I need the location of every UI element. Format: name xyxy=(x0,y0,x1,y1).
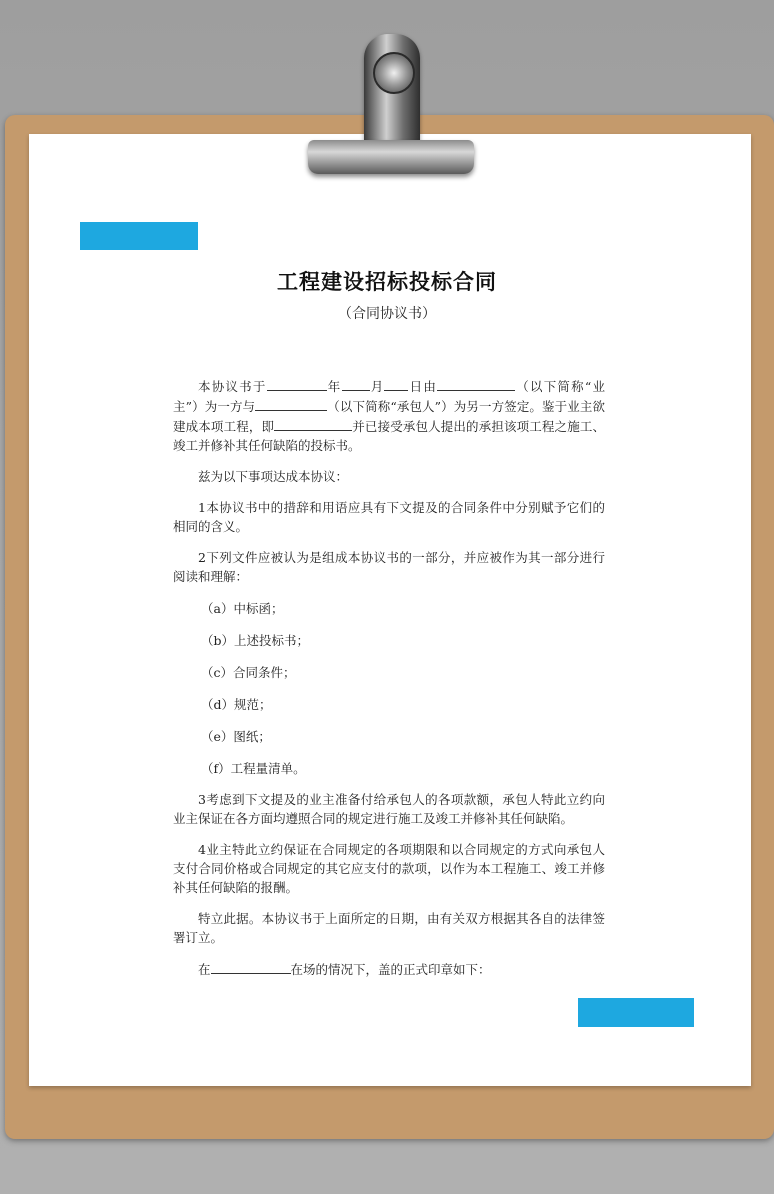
blank-line xyxy=(211,959,291,974)
list-item: （f）工程量清单。 xyxy=(201,761,306,776)
paragraph-intro: 本协议书于 年 月 日由 （以下简称“业主”）为一方与 （以下简称“承包人”）为另一方签定。鉴于业主欲建成本项工程，即 并已接受承包人提出的承担该项工程之施工、竣工并修补其任何缺陷的投标书。 xyxy=(173,376,605,455)
blank-line xyxy=(384,376,408,391)
paragraph-witness: 在 在场的情况下，盖的正式印章如下： xyxy=(173,959,605,979)
paragraph-closing: 特立此据。本协议书于上面所定的日期，由有关双方根据其各自的法律签署订立。 xyxy=(173,911,605,945)
binder-clip xyxy=(308,140,474,174)
blank-line xyxy=(255,396,327,411)
paragraph-clause-1: 1本协议书中的措辞和用语应具有下文提及的合同条件中分别赋予它们的相同的含义。 xyxy=(173,500,605,534)
paragraph-agreement: 兹为以下事项达成本协议： xyxy=(198,469,349,484)
blank-line xyxy=(267,376,327,391)
blank-line xyxy=(274,416,352,431)
accent-bar-top xyxy=(80,222,198,250)
document-body xyxy=(173,376,605,979)
blank-line xyxy=(342,376,370,391)
list-item: （a）中标函； xyxy=(201,601,284,616)
list-item: （d）规范； xyxy=(201,697,272,712)
blank-line xyxy=(437,376,515,391)
document-title: 工程建设招标投标合同 xyxy=(277,270,497,294)
clip-ring-icon xyxy=(373,52,415,94)
paragraph-clause-3: 3考虑到下文提及的业主准备付给承包人的各项款额，承包人特此立约向业主保证在各方面均遵照合同的规定进行施工及竣工并修补其任何缺陷。 xyxy=(173,792,605,826)
document-subtitle: （合同协议书） xyxy=(338,306,436,322)
paragraph-clause-2: 2下列文件应被认为是组成本协议书的一部分，并应被作为其一部分进行阅读和理解： xyxy=(173,550,605,584)
list-item: （e）图纸； xyxy=(201,729,271,744)
accent-bar-bottom xyxy=(578,998,694,1027)
paragraph-clause-4: 4业主特此立约保证在合同规定的各项期限和以合同规定的方式向承包人支付合同价格或合同规定的其它应支付的款项，以作为本工程施工、竣工并修补其任何缺陷的报酬。 xyxy=(173,842,605,895)
list-item: （b）上述投标书； xyxy=(201,633,310,648)
list-item: （c）合同条件； xyxy=(201,665,296,680)
